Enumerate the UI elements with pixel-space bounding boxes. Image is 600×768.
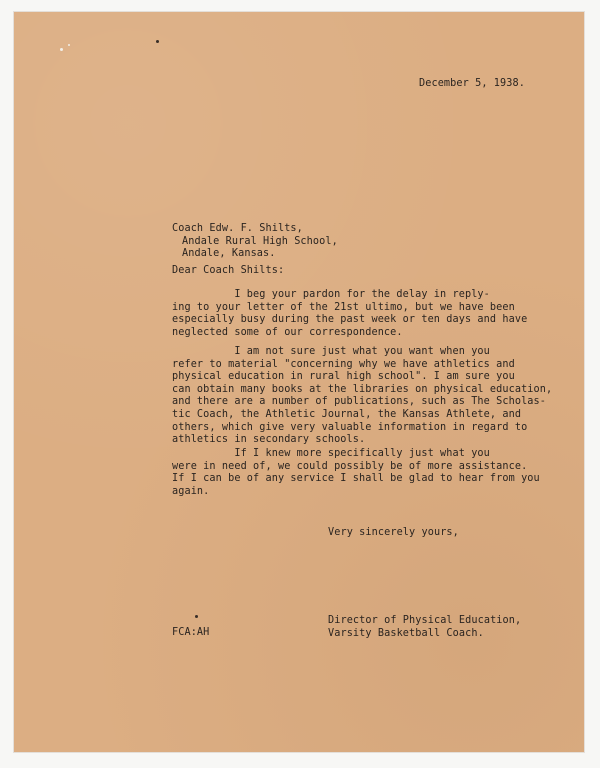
typist-initials: FCA:AH [172,627,210,638]
paragraph-line: and there are a number of publications, such as The Scholas- [172,396,547,408]
paragraph-line: can obtain many books at the libraries on physical education, [172,383,553,395]
signature-title: Director of Physical Education, [328,615,522,626]
paragraph-line: again. [172,485,210,497]
ink-dot [156,40,159,43]
letter-date: December 5, 1938. [419,78,525,89]
recipient-address [172,223,338,261]
body-paragraph-3 [172,448,540,498]
paragraph-line: If I can be of any service I shall be glad to hear from you [172,473,540,485]
paragraph-line: others, which give very valuable information in regard to [172,421,528,433]
closing: Very sincerely yours, [328,527,459,538]
paragraph-line: especially busy during the past week or ten days and have [172,314,528,326]
paragraph-line: were in need of, we could possibly be of more assistance. [172,460,528,472]
paragraph-line: If I knew more specifically just what you [172,448,490,459]
address-line: Andale, Kansas. [182,248,276,260]
address-line: Andale Rural High School, [182,235,338,247]
body-paragraph-1 [172,289,527,339]
ink-dot [195,615,198,618]
signature-block [328,615,521,640]
paragraph-line: I beg your pardon for the delay in reply- [172,289,490,300]
paragraph-line: ing to your letter of the 21st ultimo, but we have been [172,301,515,313]
paragraph-line: athletics in secondary schools. [172,434,366,446]
paragraph-line: physical education in rural high school". I am sure you [172,371,515,383]
paper-speck [68,44,70,46]
signature-title: Varsity Basketball Coach. [328,627,484,639]
paragraph-line: tic Coach, the Athletic Journal, the Kansas Athlete, and [172,408,522,420]
paragraph-line: neglected some of our correspondence. [172,326,403,338]
paragraph-line: refer to material "concerning why we have athletics and [172,358,515,370]
salutation: Dear Coach Shilts: [172,265,285,276]
paper-speck [60,48,63,51]
body-paragraph-2 [172,346,552,447]
paragraph-line: I am not sure just what you want when you [172,346,490,357]
address-line: Coach Edw. F. Shilts, [172,223,303,234]
